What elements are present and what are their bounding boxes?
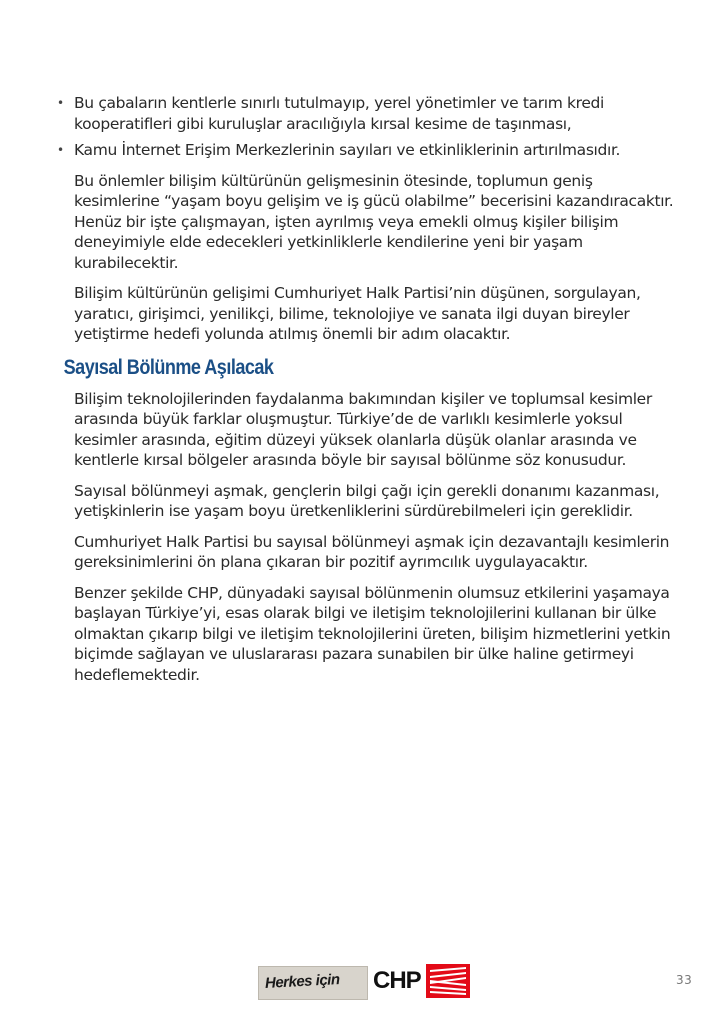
bullet-icon: • [57,96,64,110]
paragraph: Bilişim kültürünün gelişimi Cumhuriyet Halk Partisi’nin düşünen, sorgulayan, yaratıcı, girişimci, yenilikçi, bilime, teknolojiye ve sanata ilgi duyan bireyler yetiştirme hedefi yolunda atılmış önemli bir adım olacaktır. [74,284,641,343]
chp-logo [258,962,474,1002]
slogan-text: Herkes için [264,971,340,992]
chp-six-arrows-icon [426,964,470,998]
bullet-text: Kamu İnternet Erişim Merkezlerinin sayıları ve etkinliklerinin artırılmasıdır. [74,141,621,159]
slogan-badge [258,966,368,1000]
bullet-icon: • [57,143,64,157]
paragraph: Cumhuriyet Halk Partisi bu sayısal bölünmeyi aşmak için dezavantajlı kesimlerin gereksinimlerini ön plana çıkaran bir pozitif ayrımcılık uygulayacaktır. [74,532,670,571]
paragraph: Sayısal bölünmeyi aşmak, gençlerin bilgi çağı için gerekli donanımı kazanması, yetişkinlerin ise yaşam boyu üretkenliklerini sürdürebilmeleri için gereklidir. [74,481,660,520]
bullet-text: Bu çabaların kentlerle sınırlı tutulmayıp, yerel yönetimler ve tarım kredi kooperatifleri gibi kuruluşlar aracılığıyla kırsal kesime de taşınması, [74,94,604,133]
bullet-item [0,93,728,134]
page-number: 33 [676,973,693,987]
party-name: CHP [373,967,421,994]
page-content [0,93,728,685]
bullet-item [0,140,728,161]
section-heading: Sayısal Bölünme Aşılacak [63,355,274,379]
paragraph: Benzer şekilde CHP, dünyadaki sayısal bölünmenin olumsuz etkilerini yaşamaya başlayan Türkiye’yi, esas olarak bilgi ve iletişim teknolojilerini kullanan bir ülke olmaktan çıkarıp bilgi ve iletişim teknolojilerini üreten, bilişim hizmetlerini yetkin biçimde sağlayan ve uluslararası pazara sunabilen bir ülke haline getirmeyi hedeflemektedir. [74,583,671,684]
paragraph: Bilişim teknolojilerinden faydalanma bakımından kişiler ve toplumsal kesimler arasında büyük farklar oluşmuştur. Türkiye’de de varlıklı kesimlerle yoksul kesimler arasında, eğitim düzeyi yüksek olanlarla düşük olanlar arasında ve kentlerle kırsal bölgeler arasında böyle bir sayısal bölünme söz konusudur. [74,389,652,469]
paragraph: Bu önlemler bilişim kültürünün gelişmesinin ötesinde, toplumun geniş kesimlerine “yaşam boyu gelişim ve iş gücü olabilme” becerisini kazandıracaktır. Henüz bir işte çalışmayan, işten ayrılmış veya emekli olmuş kişiler bilişim deneyimiyle elde edecekleri yetkinliklerle kendilerine yeni bir yaşam kurabilecektir. [74,171,674,272]
